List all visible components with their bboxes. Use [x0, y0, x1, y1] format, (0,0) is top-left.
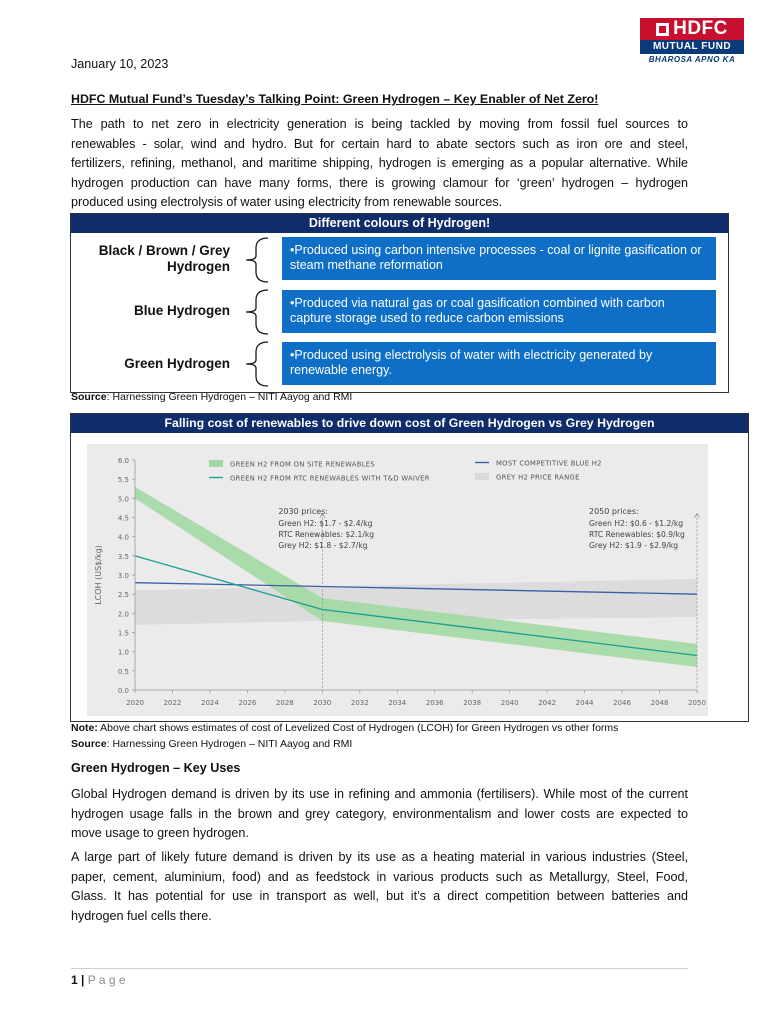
para-line: Glass. It has potential for use in transport as well, but it’s a direct competition between batteries and	[71, 889, 688, 903]
x-tick-label: 2026	[238, 699, 257, 707]
y-tick-label: 3.0	[117, 572, 129, 580]
legend-label: GREEN H2 FROM RTC RENEWABLES WITH T&D WAIVER	[230, 474, 430, 483]
brace-icon	[242, 340, 270, 388]
annotation-title: 2050 prices:	[589, 507, 639, 516]
page-word: P a g e	[87, 973, 126, 987]
uses-heading: Green Hydrogen – Key Uses	[71, 761, 241, 775]
row-desc-green: •Produced using electrolysis of water with electricity generated by renewable energy.	[282, 342, 716, 385]
x-tick-label: 2030	[313, 699, 332, 707]
source-text: : Harnessing Green Hydrogen – NITI Aayog and RMI	[106, 391, 353, 403]
uses-paragraph-2	[71, 848, 688, 926]
hydrogen-colours-header: Different colours of Hydrogen!	[71, 214, 728, 233]
row-label-blue: Blue Hydrogen	[133, 303, 230, 318]
para-line: paper, cement, aluminium, food) and as feedstock in various products such as Metallurgy, Steel, Food,	[71, 869, 688, 884]
note-label: Note:	[71, 722, 98, 734]
x-tick-label: 2046	[613, 699, 631, 707]
x-tick-label: 2020	[126, 699, 144, 707]
y-tick-label: 3.5	[117, 552, 129, 561]
annotation-line: RTC Renewables: $2.1/kg	[278, 530, 375, 539]
legend-label: GREEN H2 FROM ON SITE RENEWABLES	[230, 460, 375, 469]
x-tick-label: 2048	[650, 699, 669, 707]
footer-rule	[71, 968, 688, 969]
legend-swatch	[475, 473, 489, 480]
y-tick-label: 6.0	[117, 457, 129, 465]
page-number: 1	[71, 973, 78, 987]
x-tick-label: 2022	[163, 699, 182, 707]
x-tick-label: 2034	[388, 699, 407, 707]
source-text: : Harnessing Green Hydrogen – NITI Aayog and RMI	[106, 738, 353, 750]
document-title: HDFC Mutual Fund’s Tuesday’s Talking Point: Green Hydrogen – Key Enabler of Net Zero!	[71, 92, 599, 106]
y-axis-label: LCOH (US$/kg)	[94, 545, 103, 605]
document-date: January 10, 2023	[71, 57, 169, 71]
legend-label: GREY H2 PRICE RANGE	[496, 473, 580, 482]
source-label: Source	[71, 738, 107, 750]
hdfc-logo	[640, 18, 744, 64]
page-footer	[71, 973, 126, 987]
annotation-line: Grey H2: $1.9 - $2.9/kg	[589, 541, 679, 550]
y-tick-label: 5.0	[117, 495, 129, 504]
logo-square-icon	[656, 23, 669, 36]
page-separator: |	[81, 973, 85, 987]
brace-icon	[242, 288, 270, 336]
y-tick-label: 0.0	[117, 687, 129, 695]
source-note-1	[71, 391, 352, 403]
y-tick-label: 1.0	[117, 648, 129, 657]
guide-arrow-icon	[695, 514, 700, 518]
source-note-2	[71, 738, 352, 750]
y-tick-label: 4.0	[117, 533, 129, 542]
annotation-line: Green H2: $1.7 - $2.4/kg	[278, 519, 373, 528]
logo-brand-text: HDFC	[673, 18, 728, 39]
para-line: hydrogen fuel cells there.	[71, 908, 212, 923]
x-tick-label: 2028	[275, 699, 294, 707]
intro-line: renewables - solar, wind and hydro. But for certain hard to abate sectors such as iron ore and steel,	[71, 136, 688, 151]
row-label-green: Green Hydrogen	[124, 356, 230, 371]
legend-label: MOST COMPETITIVE BLUE H2	[496, 459, 602, 468]
intro-paragraph	[71, 115, 688, 213]
y-tick-label: 5.5	[117, 476, 129, 485]
para-line: hydrogen usage falls in the brown and grey category, environmentalism and lower costs are expected to	[71, 806, 688, 821]
row-desc-blue: •Produced via natural gas or coal gasification combined with carbon capture storage used to reduce carbon emissions	[282, 290, 716, 333]
x-tick-label: 2040	[500, 699, 519, 707]
x-tick-label: 2038	[463, 699, 482, 707]
annotation-line: Green H2: $0.6 - $1.2/kg	[589, 519, 684, 528]
x-tick-label: 2032	[350, 699, 369, 707]
uses-paragraph-1	[71, 785, 688, 844]
intro-line: produced using electrolysis of water using electricity from renewable sources.	[71, 195, 503, 209]
legend-swatch	[209, 460, 223, 467]
intro-line: The path to net zero in electricity generation is being tackled by moving from fossil fuel sources to	[71, 117, 688, 131]
annotation-line: Grey H2: $1.8 - $2.7/kg	[278, 541, 368, 550]
source-label: Source	[71, 391, 107, 403]
y-tick-label: 2.0	[117, 610, 129, 619]
para-line: Global Hydrogen demand is driven by its use in refining and ammonia (fertilisers). While most of the current	[71, 787, 688, 801]
chart-header: Falling cost of renewables to drive down cost of Green Hydrogen vs Grey Hydrogen	[71, 414, 748, 433]
chart-note	[71, 722, 618, 734]
y-tick-label: 0.5	[117, 667, 129, 676]
intro-line: hydrogen production can have many forms, there is growing clamour for ‘green’ hydrogen – hydrogen	[71, 175, 688, 190]
para-line: A large part of likely future demand is driven by its use as a heating material in various industries (Steel,	[71, 850, 688, 864]
para-line: move usage to green hydrogen.	[71, 826, 249, 840]
logo-tagline: BHAROSA APNO KA	[648, 55, 736, 64]
chart-area	[87, 444, 708, 716]
row-desc-black-brown-grey: •Produced using carbon intensive processes - coal or lignite gasification or steam methane reformation	[282, 237, 716, 280]
x-tick-label: 2024	[201, 699, 219, 707]
lcoh-chart	[87, 444, 708, 716]
x-tick-label: 2042	[538, 699, 557, 707]
y-tick-label: 2.5	[117, 591, 129, 600]
intro-line: fertilizers, refining, methanol, and maritime shipping, hydrogen is emerging as a popular alternative. While	[71, 156, 688, 170]
brace-icon	[242, 236, 270, 284]
y-tick-label: 4.5	[117, 514, 129, 523]
note-text: Above chart shows estimates of cost of Levelized Cost of Hydrogen (LCOH) for Green Hydrogen vs other forms	[97, 722, 619, 734]
x-tick-label: 2036	[425, 699, 444, 707]
annotation-title: 2030 prices:	[278, 507, 329, 516]
x-tick-label: 2050	[688, 699, 706, 707]
logo-sub: MUTUAL FUND	[640, 40, 744, 54]
row-label-black-brown-grey: Black / Brown / Grey Hydrogen	[98, 243, 230, 274]
annotation-line: RTC Renewables: $0.9/kg	[589, 530, 685, 539]
y-tick-label: 1.5	[117, 629, 129, 638]
x-tick-label: 2044	[575, 699, 594, 707]
logo-brand	[640, 18, 744, 40]
